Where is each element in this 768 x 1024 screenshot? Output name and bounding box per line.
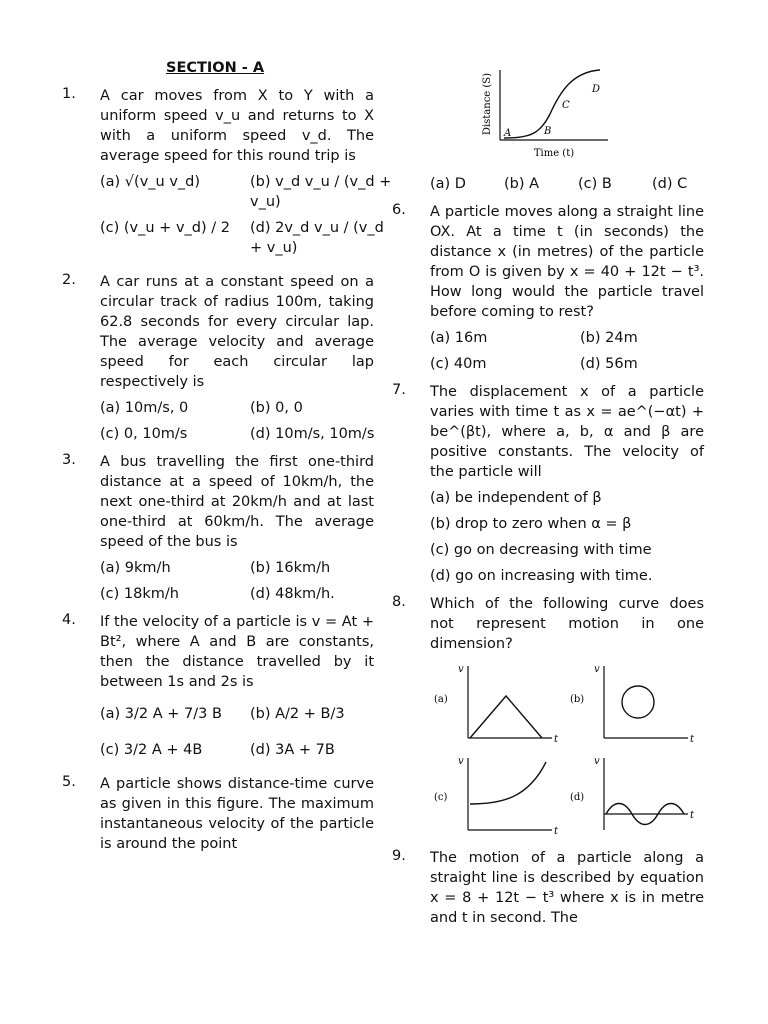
triangle-curve bbox=[470, 696, 542, 738]
question-number: 2. bbox=[62, 272, 76, 288]
option-a: (a) D bbox=[430, 176, 466, 192]
question-text: The displacement x of a particle varies with time t as x = ae^(−αt) + be^(βt), where a, b, α and β are positive constants. The velocity of the particle will bbox=[430, 384, 704, 480]
t-label: t bbox=[554, 734, 559, 745]
distance-time-figure bbox=[392, 64, 704, 168]
option-c: (c) B bbox=[578, 176, 612, 192]
options bbox=[100, 558, 374, 604]
option-c: (c) 40m bbox=[430, 356, 487, 372]
point-label-d: D bbox=[592, 84, 601, 95]
option-b: (b) A bbox=[504, 176, 540, 192]
question-number: 6. bbox=[392, 202, 406, 218]
option-b: (b) 0, 0 bbox=[250, 400, 303, 416]
v-label: v bbox=[594, 756, 600, 767]
question-text: Which of the following curve does not represent motion in one dimension? bbox=[430, 596, 704, 652]
panel-d bbox=[570, 756, 695, 830]
exponential-curve bbox=[470, 762, 546, 804]
q5-options bbox=[430, 174, 704, 194]
panel-label: (d) bbox=[570, 792, 585, 803]
option-d: (d) 3A + 7B bbox=[250, 742, 335, 758]
option-b: (b) 24m bbox=[580, 330, 638, 346]
question-number: 3. bbox=[62, 452, 76, 468]
question-text: A car runs at a constant speed on a circular track of radius 100m, taking 62.8 seconds for every circular lap. The average velocity and average speed for each circular lap respectively is bbox=[100, 274, 374, 390]
point-label-b: B bbox=[544, 126, 552, 137]
velocity-time-curves-figure bbox=[392, 662, 704, 842]
v-label: v bbox=[594, 664, 600, 675]
point-label-a: A bbox=[504, 128, 512, 139]
distance-curve bbox=[504, 70, 600, 138]
question-2 bbox=[62, 272, 374, 444]
question-text: The motion of a particle along a straight line is described by equation x = 8 + 12t − t³ where x is in metre and t in second. The bbox=[430, 850, 704, 926]
panel-a bbox=[434, 664, 559, 745]
circle-curve bbox=[622, 686, 654, 718]
left-column bbox=[62, 86, 392, 862]
x-axis-label: Time (t) bbox=[533, 148, 575, 159]
v-label: v bbox=[458, 756, 464, 767]
option-d: (d) 2v_d v_u / (v_d + v_u) bbox=[250, 220, 384, 256]
options bbox=[100, 398, 374, 444]
question-1 bbox=[62, 86, 392, 258]
option-a: (a) √(v_u v_d) bbox=[100, 174, 201, 190]
question-number: 8. bbox=[392, 594, 406, 610]
t-label: t bbox=[690, 734, 695, 745]
panel-b bbox=[570, 664, 695, 745]
t-label: t bbox=[554, 826, 559, 837]
panel-label: (b) bbox=[570, 694, 585, 705]
question-4 bbox=[62, 612, 374, 760]
options bbox=[430, 328, 704, 374]
question-text: If the velocity of a particle is v = At + Bt², where A and B are constants, then the distance travelled by it between 1s and 2s is bbox=[100, 614, 374, 690]
options bbox=[100, 172, 392, 258]
question-text: A particle moves along a straight line OX. At a time t (in seconds) the distance x (in metres) of the particle from O is given by x = 40 + 12t − t³. How long would the particle travel before coming to rest? bbox=[430, 204, 704, 320]
options bbox=[100, 704, 374, 760]
question-9 bbox=[392, 848, 704, 928]
point-label-c: C bbox=[562, 100, 570, 111]
options bbox=[430, 488, 704, 586]
right-column bbox=[392, 64, 704, 936]
option-d: (d) go on increasing with time. bbox=[430, 568, 653, 584]
question-text: A particle shows distance-time curve as given in this figure. The maximum instantaneous velocity of the particle is around the point bbox=[100, 776, 374, 852]
option-c: (c) (v_u + v_d) / 2 bbox=[100, 220, 230, 236]
panel-label: (c) bbox=[434, 792, 448, 803]
question-7 bbox=[392, 382, 704, 586]
question-number: 4. bbox=[62, 612, 76, 628]
option-a: (a) 9km/h bbox=[100, 560, 171, 576]
question-text: A car moves from X to Y with a uniform speed v_u and returns to X with a uniform speed v_d. The average speed for this round trip is bbox=[100, 88, 374, 164]
option-b: (b) v_d v_u / (v_d + v_u) bbox=[250, 174, 392, 210]
option-d: (d) 10m/s, 10m/s bbox=[250, 426, 375, 442]
question-number: 5. bbox=[62, 774, 76, 790]
option-a: (a) 3/2 A + 7/3 B bbox=[100, 706, 222, 722]
option-b: (b) A/2 + B/3 bbox=[250, 706, 345, 722]
question-3 bbox=[62, 452, 374, 604]
y-axis-label: Distance (S) bbox=[482, 72, 493, 136]
option-d: (d) 48km/h. bbox=[250, 586, 335, 602]
question-number: 1. bbox=[62, 86, 76, 102]
option-b: (b) 16km/h bbox=[250, 560, 331, 576]
option-d: (d) C bbox=[652, 176, 688, 192]
option-c: (c) 18km/h bbox=[100, 586, 179, 602]
option-c: (c) go on decreasing with time bbox=[430, 542, 652, 558]
section-title: SECTION - A bbox=[166, 60, 265, 76]
option-a: (a) 16m bbox=[430, 330, 488, 346]
option-b: (b) drop to zero when α = β bbox=[430, 516, 632, 532]
question-text: A bus travelling the first one-third distance at a speed of 10km/h, the next one-third at 20km/h and at last one-third at 60km/h. The average speed of the bus is bbox=[100, 454, 374, 550]
v-label: v bbox=[458, 664, 464, 675]
option-a: (a) 10m/s, 0 bbox=[100, 400, 189, 416]
option-d: (d) 56m bbox=[580, 356, 638, 372]
t-label: t bbox=[690, 810, 695, 821]
question-number: 9. bbox=[392, 848, 406, 864]
option-a: (a) be independent of β bbox=[430, 490, 602, 506]
question-number: 7. bbox=[392, 382, 406, 398]
panel-c bbox=[434, 756, 559, 837]
question-8 bbox=[392, 594, 704, 654]
option-c: (c) 3/2 A + 4B bbox=[100, 742, 203, 758]
question-6 bbox=[392, 202, 704, 374]
question-5 bbox=[62, 774, 374, 854]
panel-label: (a) bbox=[434, 694, 448, 705]
option-c: (c) 0, 10m/s bbox=[100, 426, 188, 442]
